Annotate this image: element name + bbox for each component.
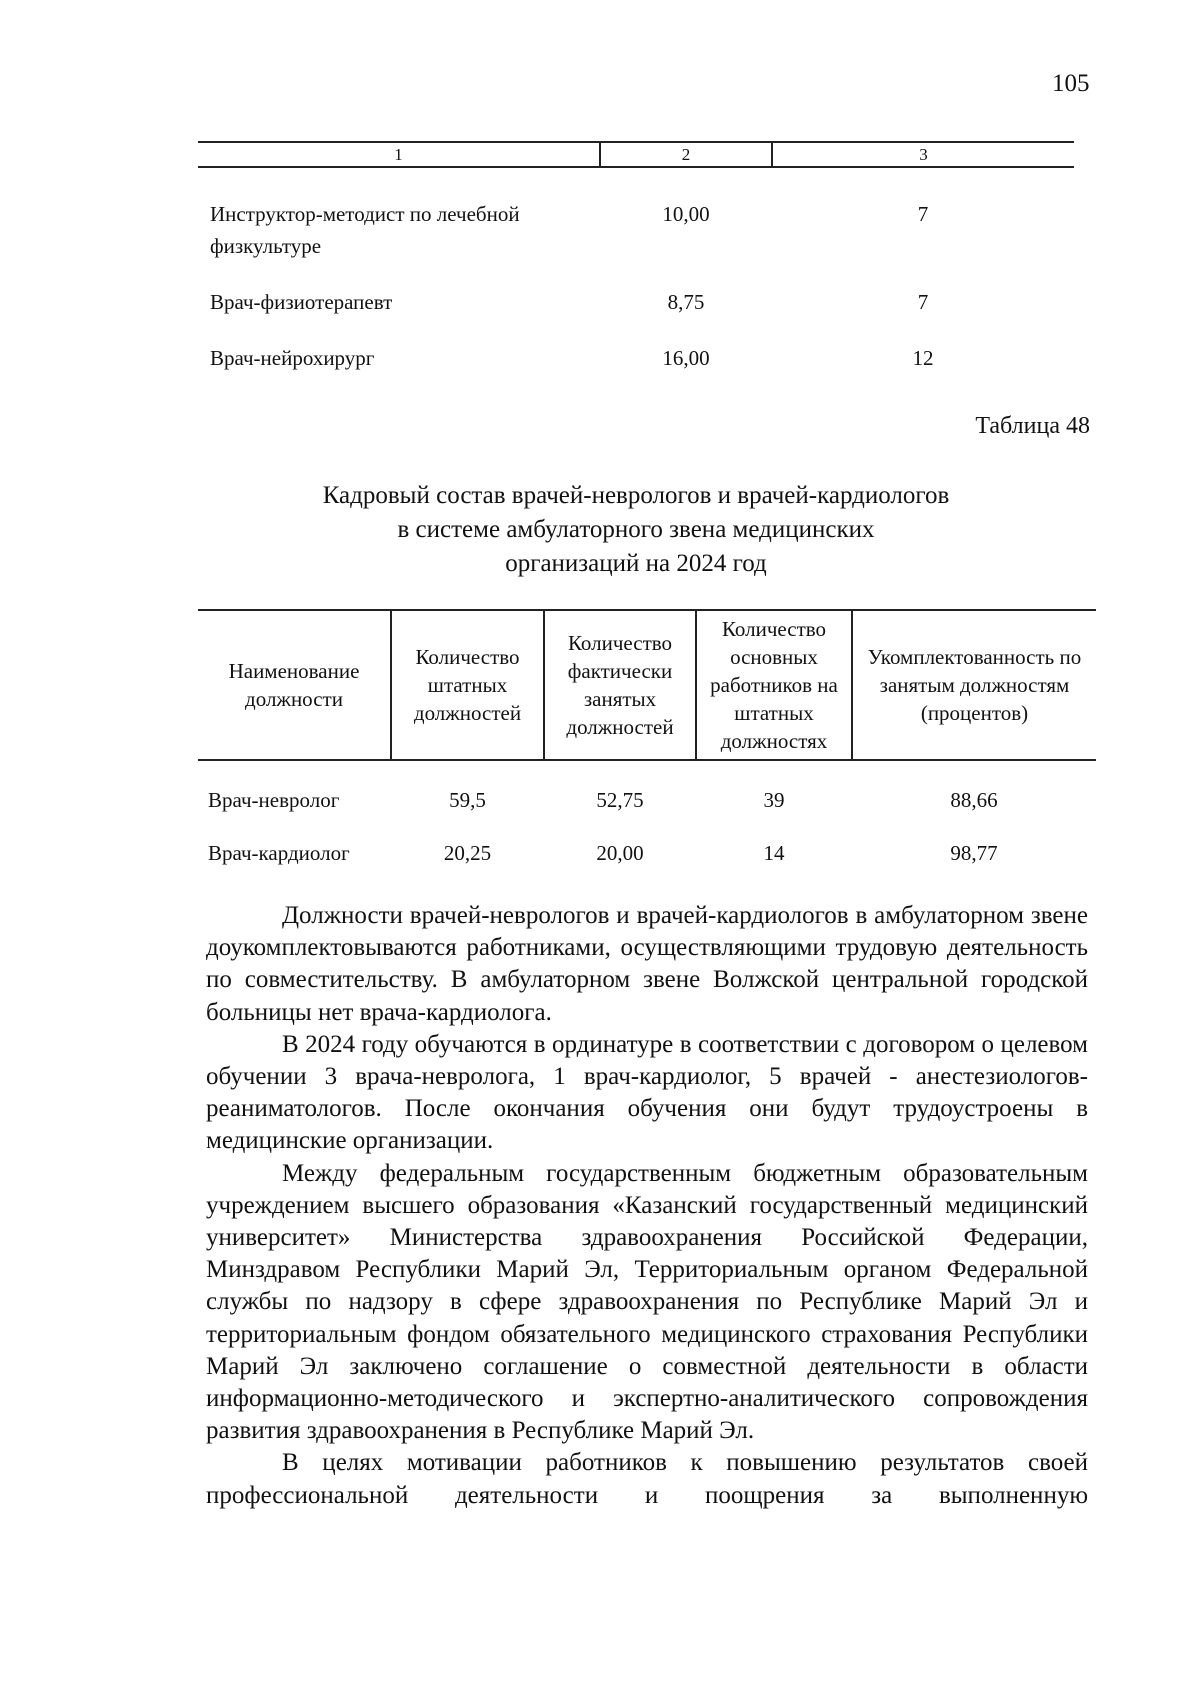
position-name: Врач-нейрохирург xyxy=(210,346,375,370)
column-number-3: 3 xyxy=(772,142,1074,167)
staffing-percent-value: 98,77 xyxy=(950,841,998,865)
caption-line: организаций на 2024 год xyxy=(505,550,767,577)
paragraph: В целях мотивации работников к повышению результатов своей профессиональной деятельности и поощрения за выполненную xyxy=(206,1449,1088,1509)
position-value-col3: 7 xyxy=(917,202,929,226)
header-main-workers: Количество основных работников на штатных должностях xyxy=(696,610,852,760)
position-value-col2: 16,00 xyxy=(662,346,710,370)
header-staff-positions: Количество штатных должностей xyxy=(391,610,544,760)
position-value-col2: 10,00 xyxy=(662,202,710,226)
table-label: Таблица 48 xyxy=(975,413,1090,439)
occupied-positions-value: 52,75 xyxy=(596,788,644,812)
staffing-table xyxy=(198,609,1096,868)
staff-positions-value: 20,25 xyxy=(443,841,492,865)
header-staffing-percent: Укомплектованность по занятым должностям (процентов) xyxy=(852,610,1096,760)
position-value-col3: 7 xyxy=(917,290,929,314)
position-name: Инструктор-методист по лечебной физкультуре xyxy=(210,202,520,258)
position-name: Врач-физиотерапевт xyxy=(210,290,393,314)
position-name: Врач-невролог xyxy=(208,788,340,812)
continuation-table-header xyxy=(198,142,1074,167)
table-row xyxy=(198,318,1074,374)
position-name: Врач-кардиолог xyxy=(208,841,350,865)
paragraph: Между федеральным государственным бюджетным образовательным учреждением высшего образования «Казанский государственный медицинский университет» Министерства здравоохранения Российской Федерации, Минздравом Республики Марий Эл, Территориальным органом Федеральной службы по надзору в сфере здравоохранения по Республике Марий Эл и территориальным фондом обязательного медицинского страхования Республики Марий Эл заключено соглашение о совместной деятельности в области информационно-методического и экспертно-аналитического сопровождения развития здравоохранения в Республике Марий Эл. xyxy=(206,1159,1088,1445)
paragraph: Должности врачей-неврологов и врачей-кардиологов в амбулаторном звене доукомплектовываются работниками, осуществляющими трудовую деятельность по совместительству. В амбулаторном звене Волжской центральной городской больницы нет врача-кардиолога. xyxy=(206,902,1088,1026)
table-row xyxy=(198,262,1074,318)
continuation-table xyxy=(198,141,1074,374)
caption-line: Кадровый состав врачей-неврологов и врачей-кардиологов xyxy=(322,482,950,509)
column-number-2: 2 xyxy=(600,142,772,167)
caption-line: в системе амбулаторного звена медицинских xyxy=(397,516,875,543)
header-position: Наименование должности xyxy=(198,610,391,760)
table-row xyxy=(198,815,1096,868)
body-text xyxy=(206,900,1088,1512)
position-value-col3: 12 xyxy=(912,346,934,370)
staffing-percent-value: 88,66 xyxy=(950,788,998,812)
page-number: 105 xyxy=(1052,70,1090,97)
staffing-table-header xyxy=(198,610,1096,760)
table-row xyxy=(198,760,1096,815)
header-occupied-positions: Количество фактически занятых должностей xyxy=(544,610,696,760)
staff-positions-value: 59,5 xyxy=(449,788,486,812)
main-workers-value: 39 xyxy=(763,788,785,812)
occupied-positions-value: 20,00 xyxy=(596,841,644,865)
table-caption xyxy=(198,479,1074,581)
column-number-1: 1 xyxy=(198,142,600,167)
paragraph: В 2024 году обучаются в ординатуре в соответствии с договором о целевом обучении 3 врача-невролога, 1 врач-кардиолог, 5 врачей - анестезиологов-реаниматологов. После окончания обучения они будут трудоустроены в медицинские организации. xyxy=(206,1030,1088,1155)
position-value-col2: 8,75 xyxy=(667,290,705,314)
table-row xyxy=(198,167,1074,262)
main-workers-value: 14 xyxy=(763,841,785,865)
